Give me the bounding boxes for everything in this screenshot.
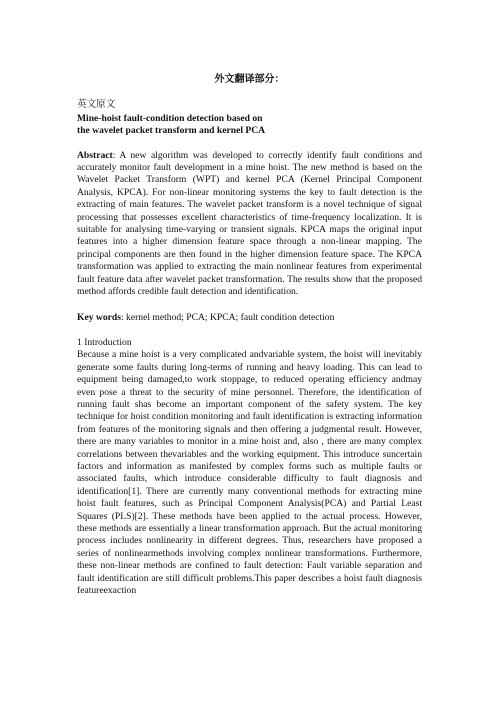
abstract-label: Abstract [77, 149, 113, 161]
section-heading: 外文翻译部分： [214, 74, 285, 85]
abstract-paragraph [77, 150, 422, 299]
introduction-heading: 1 Introduction [77, 336, 132, 348]
keywords-label: Key words [77, 311, 121, 323]
original-text-label: 英文原文 [77, 99, 116, 111]
abstract-text: : A new algorithm was developed to correctly identify fault conditions and accurately monitor fault development in a mine hoist. The new method is based on the Wavelet Packet Transform (WPT) and kernel PCA (Kernel Principal Component Analysis, KPCA). For non-linear monitoring systems the key to fault detection is the extracting of main features. The wavelet packet transform is a novel technique of signal processing that possesses excellent characteristics of time-frequency localization. It is suitable for analysing time-varying or transient signals. KPCA maps the original input features into a higher dimension feature space through a non-linear mapping. The principal components are then found in the higher dimension feature space. The KPCA transformation was applied to extracting the main nonlinear features from experimental fault feature data after wavelet packet transformation. The results show that the proposed method affords credible fault detection and identification. [77, 149, 422, 298]
paper-title [77, 113, 422, 138]
paper-title-line-1: Mine-hoist fault-condition detection based on [77, 112, 263, 124]
introduction-paragraph: Because a mine hoist is a very complicated andvariable system, the hoist will inevitably generate some faults during long-terms of running and heavy loading. This can lead to equipment being damaged,to work stoppage, to reduced operating efficiency andmay even pose a threat to the security of mine personnel. Therefore, the identification of running fault shas become an important component of the safety system. The key technique for hoist condition monitoring and fault identification is extracting information from features of the monitoring signals and then offering a judgmental result. However, there are many variables to monitor in a mine hoist and, also , there are many complex correlations between thevariables and the working equipment. This introduce suncertain factors and information as manifested by complex forms such as multiple faults or associated faults, which introduce considerable difficulty to fault diagnosis and identification[1]. There are currently many conventional methods for extracting mine hoist fault features, such as Principal Component Analysis(PCA) and Partial Least Squares (PLS)[2]. These methods have been applied to the actual process. However, these methods are essentially a linear transformation approach. But the actual monitoring process includes nonlinearity in different degrees. Thus, researchers have proposed a series of nonlinearmethods involving complex nonlinear transformations. Furthermore, these non-linear methods are confined to fault detection: Fault variable separation and fault identification are still difficult problems.This paper describes a hoist fault diagnosis featureexaction [77, 349, 422, 597]
paper-title-line-2: the wavelet packet transform and kernel PCA [77, 125, 266, 137]
keywords-text: : kernel method; PCA; KPCA; fault condition detection [120, 311, 335, 323]
keywords-paragraph [77, 312, 422, 324]
